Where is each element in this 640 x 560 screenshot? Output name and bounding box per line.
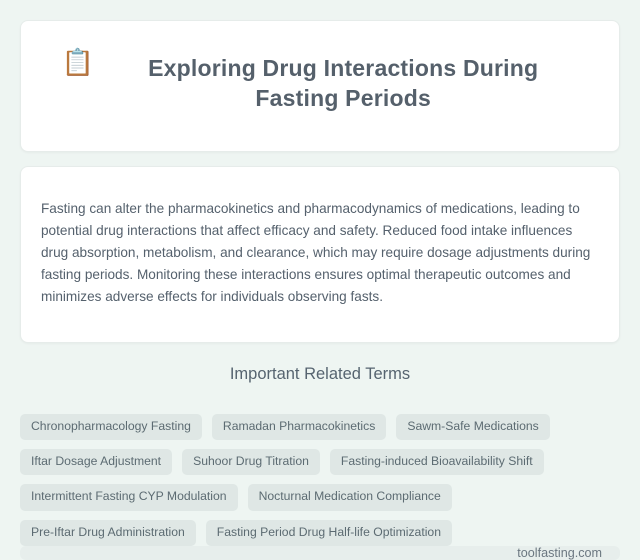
footer-bar: [20, 546, 620, 560]
related-terms-list: [20, 414, 620, 547]
document-list-icon: 📋: [61, 47, 95, 77]
term-tag[interactable]: Suhoor Drug Titration: [182, 449, 320, 475]
term-tag[interactable]: Fasting Period Drug Half-life Optimization: [206, 520, 452, 546]
term-tag[interactable]: Ramadan Pharmacokinetics: [212, 414, 386, 440]
term-tag[interactable]: Chronopharmacology Fasting: [20, 414, 202, 440]
term-tag[interactable]: Pre-Iftar Drug Administration: [20, 520, 196, 546]
description-card: [20, 166, 620, 343]
header-card: [20, 20, 620, 152]
term-tag[interactable]: Fasting-induced Bioavailability Shift: [330, 449, 544, 475]
footer-site-label: toolfasting.com: [517, 546, 602, 560]
related-terms-heading: Important Related Terms: [229, 364, 411, 383]
term-tag[interactable]: Iftar Dosage Adjustment: [20, 449, 172, 475]
page-title: Exploring Drug Interactions During Fasting Periods: [148, 55, 539, 111]
description-text: Fasting can alter the pharmacokinetics and pharmacodynamics of medications, leading to potential drug interactions that affect efficacy and safety. Reduced food intake influences drug absorption, metabolism, and clearance, which may require dosage adjustments during fasting periods. Monitoring these interactions ensures optimal therapeutic outcomes and minimizes adverse effects for individuals observing fasts.: [41, 201, 591, 305]
term-tag[interactable]: Intermittent Fasting CYP Modulation: [20, 484, 238, 510]
term-tag[interactable]: Sawm-Safe Medications: [396, 414, 549, 440]
term-tag[interactable]: Nocturnal Medication Compliance: [248, 484, 452, 510]
